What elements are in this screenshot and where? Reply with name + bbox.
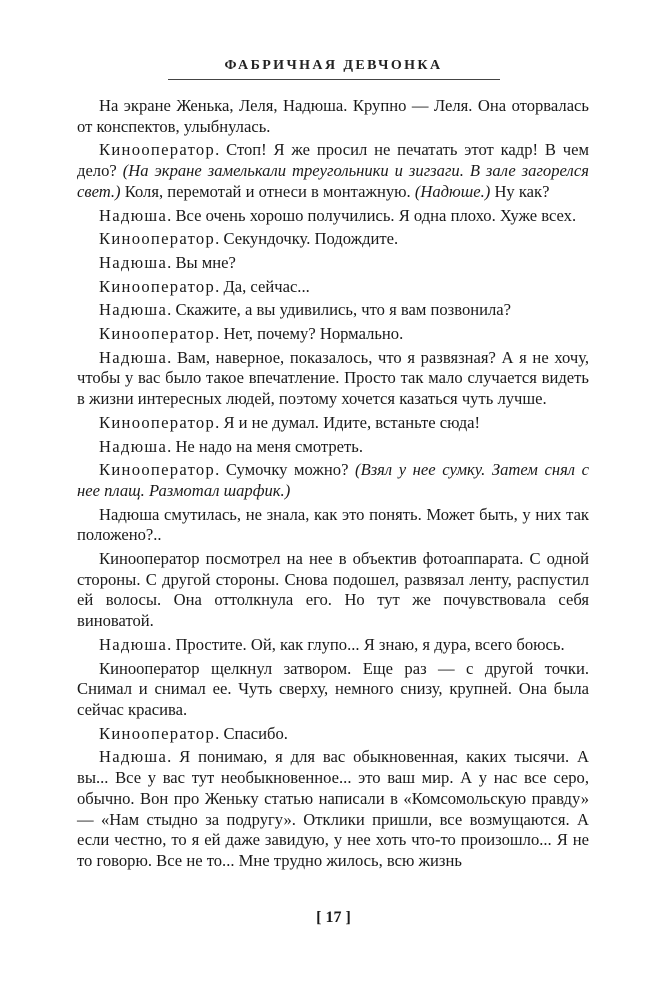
paragraph (77, 277, 589, 298)
paragraph-text: На экране Женька, Леля, Надюша. Крупно — Леля. Она оторвалась от конспектов, улыбнулась. (77, 96, 589, 136)
speaker-name: Кинооператор (99, 460, 216, 480)
paragraph-text: Ну как? (490, 181, 550, 201)
speaker-name: Кинооператор (99, 412, 216, 432)
page-footer (0, 909, 667, 927)
speaker-name: Надюша (99, 634, 168, 654)
paragraph (77, 348, 589, 410)
paragraph (77, 635, 589, 656)
paragraph-text: . Скажите, а вы удивились, что я вам позвонила? (167, 300, 512, 320)
paragraph-text: . Да, сейчас... (215, 276, 310, 296)
paragraph-text: . Стоп! Я же просил не печатать этот кадр! В чем дело? (77, 140, 589, 181)
paragraph (77, 300, 589, 321)
header-rule (168, 79, 500, 80)
paragraph-text: . Нет, почему? Нормально. (215, 324, 404, 344)
paragraph (77, 549, 589, 632)
speaker-name: Кинооператор (99, 229, 216, 249)
paragraph (77, 229, 589, 250)
speaker-name: Кинооператор (99, 140, 216, 160)
running-header (0, 56, 667, 74)
speaker-name: Надюша (99, 252, 168, 272)
paragraph-text: Надюша смутилась, не знала, как это понять. Может быть, у них так положено?.. (77, 504, 589, 545)
paragraph (77, 724, 589, 745)
page-body (77, 96, 589, 875)
stage-direction: (На экране замелькали треугольники и зигзаги. В зале загорелся свет.) (77, 161, 589, 201)
paragraph-text: . Я понимаю, я для вас обыкновенная, каких тысячи. А вы... Все у вас тут необыкновенное... это ваш мир. А у нас все серо, обычно. Вон про Женьку статью написали в «Комсомольскую правду» — «Нам стыдно за подругу». Отклики пришли, все возмущаются. А если честно, то я ей даже завидую, у нее хоть что-то произошло... Я не то говорю. Все не то... Мне трудно жилось, всю жизнь (77, 747, 589, 870)
paragraph-text: . Секундочку. Подождите. (215, 229, 399, 249)
paragraph (77, 96, 589, 137)
speaker-name: Кинооператор (99, 723, 216, 743)
paragraph (77, 460, 589, 501)
paragraph-text: Кинооператор посмотрел на нее в объектив фотоаппарата. С одной стороны. С другой стороны. Снова подошел, развязал ленту, распустил ей волосы. Она оттолкнула его. Но тут же почувствовала себя виноватой. (77, 549, 589, 631)
speaker-name: Надюша (99, 747, 168, 767)
paragraph-text: . Вы мне? (167, 252, 236, 272)
paragraph (77, 140, 589, 202)
speaker-name: Надюша (99, 205, 168, 225)
stage-direction: (Взял у нее сумку. Затем снял с нее плащ. Размотал шарфик.) (77, 460, 589, 500)
paragraph (77, 659, 589, 721)
paragraph (77, 253, 589, 274)
paragraph-text: . Все очень хорошо получились. Я одна плохо. Хуже всех. (167, 205, 577, 225)
page-number: [ 17 ] (316, 909, 351, 926)
paragraph-text: . Простите. Ой, как глупо... Я знаю, я дура, всего боюсь. (167, 634, 565, 654)
paragraph (77, 206, 589, 227)
paragraph-text: . Я и не думал. Идите, встаньте сюда! (215, 412, 481, 432)
paragraph (77, 437, 589, 458)
speaker-name: Надюша (99, 436, 168, 456)
paragraph (77, 413, 589, 434)
paragraph (77, 747, 589, 871)
paragraph-text: . Вам, наверное, показалось, что я развязная? А я не хочу, чтобы у вас было такое впечатление. Просто так мало случается видеть в жизни интересных людей, поэтому хочется казаться чуть лучше. (77, 347, 589, 409)
speaker-name: Кинооператор (99, 324, 216, 344)
paragraph-text: . Сумочку можно? (215, 460, 356, 480)
paragraph (77, 505, 589, 546)
speaker-name: Надюша (99, 300, 168, 320)
stage-direction: (Надюше.) (414, 181, 491, 201)
speaker-name: Надюша (99, 347, 168, 367)
paragraph-text: . Не надо на меня смотреть. (167, 436, 364, 456)
paragraph (77, 324, 589, 345)
speaker-name: Кинооператор (99, 276, 216, 296)
paragraph-text: . Спасибо. (215, 723, 288, 743)
paragraph-text: Коля, перемотай и отнеси в монтажную. (120, 181, 415, 201)
paragraph-text: Кинооператор щелкнул затвором. Еще раз — с другой точки. Снимал и снимал ее. Чуть сверху, немного снизу, крупней. Она была сейчас красива. (77, 658, 589, 719)
running-header-title: ФАБРИЧНАЯ ДЕВЧОНКА (224, 58, 443, 73)
